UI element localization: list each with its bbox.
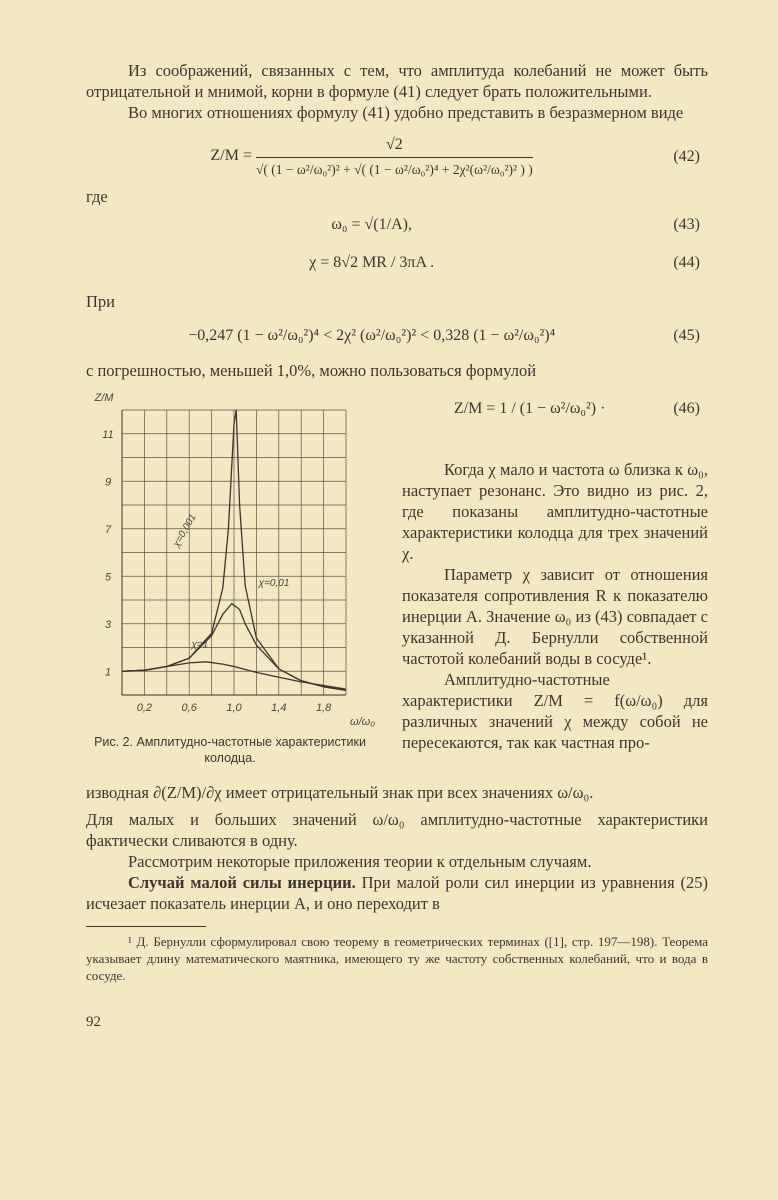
paragraph-5: Для малых и больших значений ω/ω₀ амплитудно-частотные характеристики фактически сливаются в одну. [86,810,708,850]
pri-label: При [86,292,115,311]
figure-caption: Рис. 2. Амплитудно-частотные характеристики колодца. [94,735,366,765]
x-tick-label: 1,0 [226,702,242,714]
where-label: где [86,187,108,206]
right-col-paragraph-1: Когда χ мало и частота ω близка к ω₀, наступает резонанс. Это видно из рис. 2, где показаны амплитудно-частотные характеристики колодца для трех значений χ. [402,460,708,563]
figure-2-chart [80,387,380,727]
eq42-numerator: √2 [256,135,533,158]
paragraph-6: Рассмотрим некоторые приложения теории к отдельным случаям. [128,852,592,871]
series-label: χ=0,01 [258,577,290,589]
series-label: χ=0,001 [171,512,199,550]
y-tick-label: 5 [104,571,112,584]
paragraph-1: Из соображений, связанных с тем, что амплитуда колебаний не может быть отрицательной и мнимой, корни в формуле (41) следует брать положительными. [86,61,708,101]
y-tick-label: 11 [102,428,114,441]
x-tick-label: 0,2 [136,702,153,714]
paragraph-3: с погрешностью, меньшей 1,0%, можно пользоваться формулой [86,361,537,380]
eq44-text: χ = 8√2 MR / 3πA . [309,254,435,271]
eq43-number: (43) [673,216,700,233]
footnote: ¹ Д. Бернулли сформулировал свою теорему в геометрических терминах ([1], стр. 197—198). Теорема указывает длину математического маятника, имеющего ту же частоту собственных колебаний, что и вода в сосуде. [86,934,708,983]
eq43-text: ω₀ = √(1/A), [331,216,412,233]
eq45-number: (45) [673,327,700,344]
x-axis-label: ω/ω₀ [350,716,375,727]
page-number: 92 [86,1014,101,1030]
equation-46 [402,399,708,419]
section-heading: Случай малой силы инерции. [128,873,356,892]
y-tick-label: 3 [104,618,112,631]
eq45-text: −0,247 (1 − ω²/ω₀²)⁴ < 2χ² (ω²/ω₀²)² < 0,328 (1 − ω²/ω₀²)⁴ [188,327,556,344]
x-tick-label: 1,8 [315,702,332,714]
paragraph-4: изводная ∂(Z/M)/∂χ имеет отрицательный знак при всех значениях ω/ω₀. [86,783,594,802]
footnote-rule [86,926,206,927]
x-tick-label: 0,6 [181,702,197,714]
series-label: χ=1 [191,639,209,651]
paragraph-7-text: При малой роли сил инерции из уравнения (25) исчезает показатель инерции A, и оно переходит в [86,873,709,913]
eq46-number: (46) [673,400,700,417]
y-tick-label: 1 [104,666,112,679]
eq46-text: Z/M = 1 / (1 − ω²/ω₀²) · [453,400,606,417]
eq42-denominator: √( (1 − ω²/ω₀²)² + √( (1 − ω²/ω₀²)⁴ + 2χ²(ω²/ω₀²)² ) ) [256,162,533,177]
right-col-paragraph-3: Амплитудно-частотные характеристики Z/M = f(ω/ω₀) для различных значений χ между собой не пересекаются, так как частная про- [402,670,708,752]
y-tick-label: 7 [104,523,112,536]
equation-45 [86,326,708,346]
eq44-number: (44) [673,254,700,271]
x-tick-label: 1,4 [271,702,287,714]
paragraph-7 [86,872,708,914]
eq42-fraction [256,135,533,178]
figure-2 [80,387,380,766]
y-tick-label: 9 [104,476,112,489]
y-axis-label: Z/M [94,392,114,404]
equation-43 [86,215,708,235]
equation-44 [86,253,708,273]
eq42-lhs: Z/M = [210,147,252,165]
right-col-paragraph-2: Параметр χ зависит от отношения показателя сопротивления R к показателю инерции A. Значение ω₀ из (43) совпадает с указанной Д. Бернулли собственной частотой колебаний воды в сосуде¹. [402,565,708,668]
equation-42 [86,135,708,178]
eq42-number: (42) [673,147,700,165]
paragraph-2: Во многих отношениях формулу (41) удобно представить в безразмерном виде [128,103,684,122]
